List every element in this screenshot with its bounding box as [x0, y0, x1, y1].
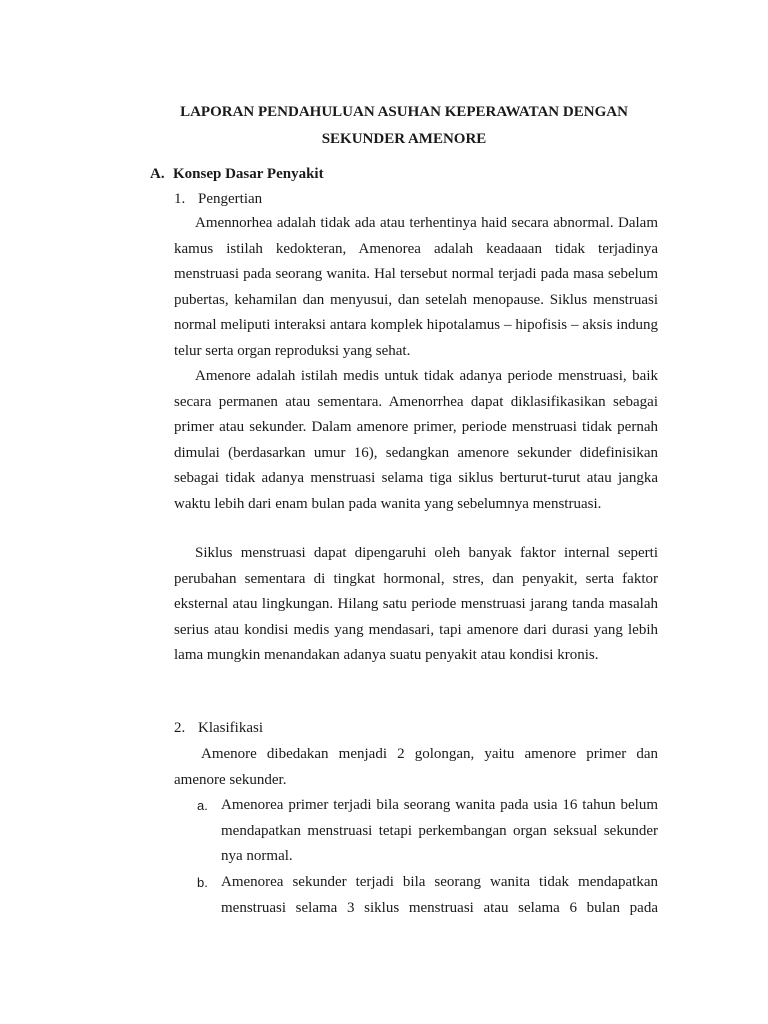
section-heading-a: [150, 163, 324, 185]
paragraph-classification: Amenore dibedakan menjadi 2 golongan, yaitu amenore primer dan amenore sekunder.: [174, 746, 658, 788]
list-marker: a.: [197, 798, 208, 813]
section-label: Konsep Dasar Penyakit: [173, 166, 324, 182]
list-item-primer: [197, 793, 658, 870]
paragraph-amenore-types: Amenore adalah istilah medis untuk tidak adanya periode menstruasi, baik secara permanen atau sementara. Amenorrhea dapat diklasifikasikan sebagai primer atau sekunder. Dalam amenore primer, periode menstruasi tidak pernah dimulai (berdasarkan umur 16), sedangkan amenore sekunder didefinisikan sebagai tidak adanya menstruasi selama tiga siklus berturut-turut atau jangka waktu lebih dari enam bulan pada wanita yang sebelumnya menstruasi.: [174, 368, 658, 512]
subsection-label: Klasifikasi: [198, 720, 263, 736]
list-item-text: Amenorea sekunder terjadi bila seorang wanita tidak mendapatkan menstruasi selama 3 siklus menstruasi atau selama 6 bulan pada: [221, 874, 658, 916]
subsection-heading-pengertian: [174, 188, 262, 210]
paragraph-definition: Amennorhea adalah tidak ada atau terhentinya haid secara abnormal. Dalam kamus istilah kedokteran, Amenorea adalah keadaaan tidak terjadinya menstruasi pada seorang wanita. Hal tersebut normal terjadi pada masa sebelum pubertas, kehamilan dan menyusui, dan setelah menopause. Siklus menstruasi normal meliputi interaksi antara komplek hipotalamus – hipofisis – aksis indung telur serta organ reproduksi yang sehat.: [174, 215, 658, 359]
subsection-number: 2.: [174, 720, 186, 736]
list-item-text: Amenorea primer terjadi bila seorang wanita pada usia 16 tahun belum mendapatkan menstruasi tetapi perkembangan organ seksual sekunder nya normal.: [221, 797, 658, 864]
paragraph-factors: Siklus menstruasi dapat dipengaruhi oleh banyak faktor internal seperti perubahan sementara di tingkat hormonal, stres, dan penyakit, serta faktor eksternal atau lingkungan. Hilang satu periode menstruasi jarang tanda masalah serius atau kondisi medis yang mendasari, tapi amenore dari durasi yang lebih lama mungkin menandakan adanya suatu penyakit atau kondisi kronis.: [174, 545, 658, 663]
document-title-line-2: SEKUNDER AMENORE: [321, 131, 487, 147]
subsection-heading-klasifikasi: [174, 717, 263, 739]
subsection-number: 1.: [174, 191, 186, 207]
subsection-label: Pengertian: [198, 191, 263, 207]
list-marker: b.: [197, 875, 208, 890]
list-item-sekunder: [197, 870, 658, 921]
document-title-line-1: LAPORAN PENDAHULUAN ASUHAN KEPERAWATAN DENGAN: [180, 104, 628, 120]
section-letter: A.: [150, 166, 165, 182]
